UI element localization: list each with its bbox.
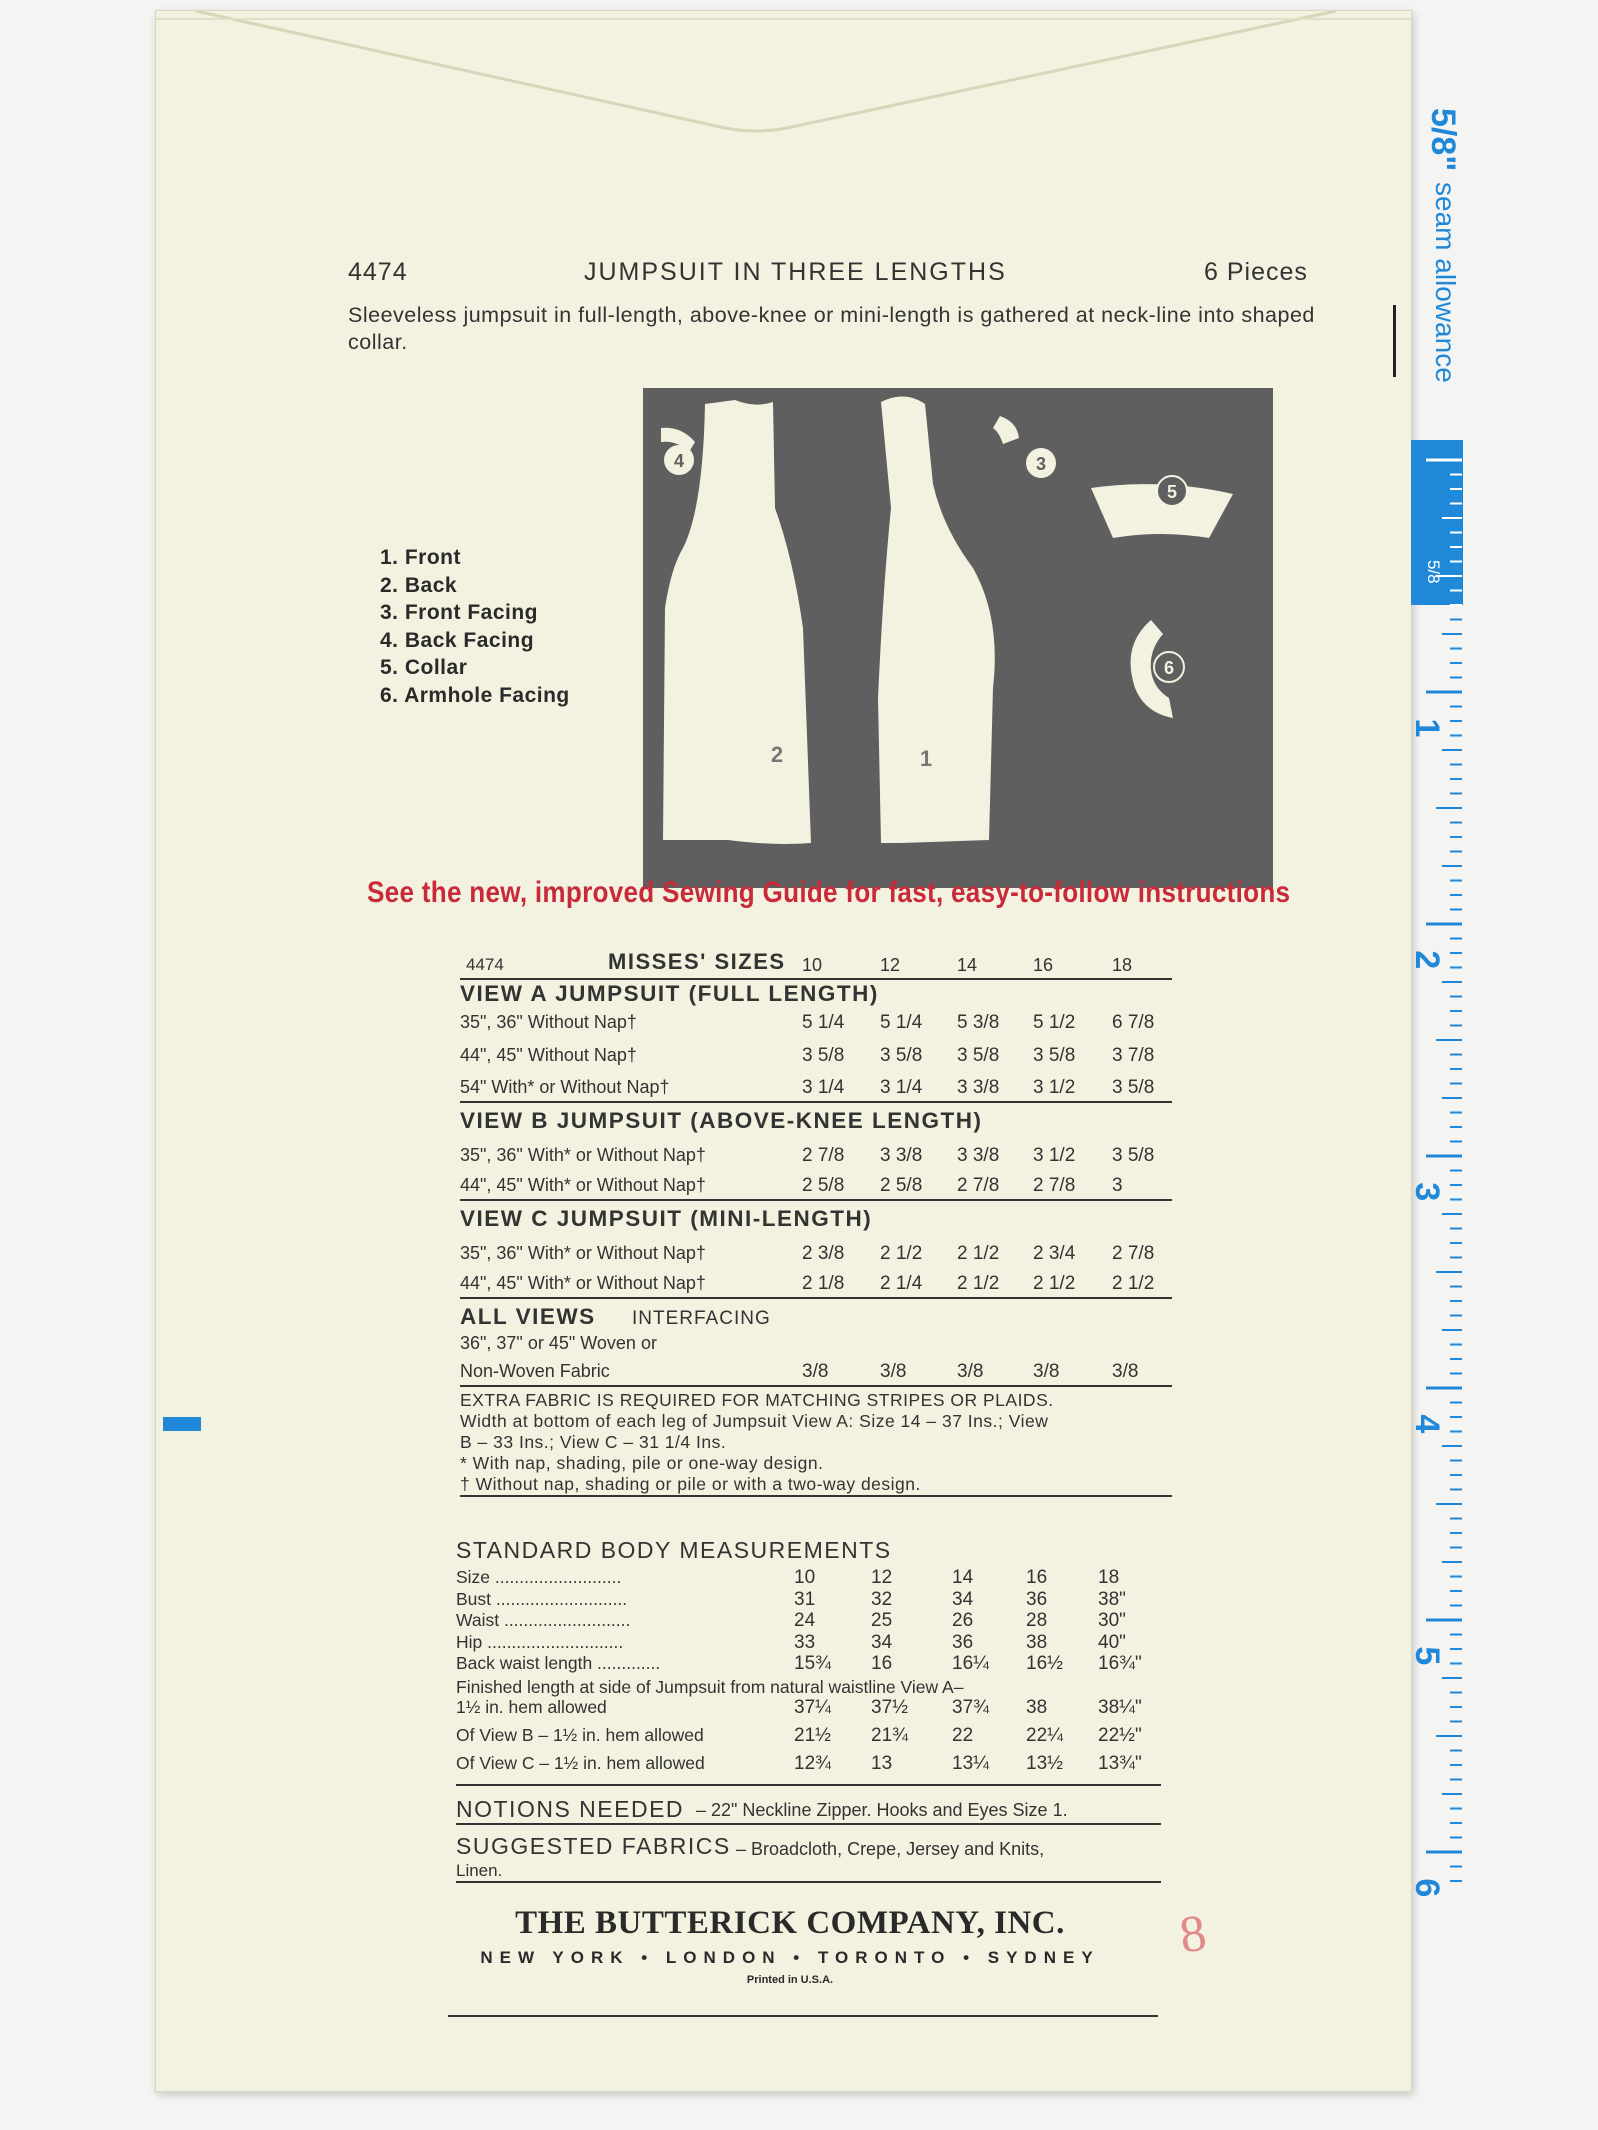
finished-length-label: Finished length at side of Jumpsuit from natural waistline View A–: [456, 1677, 964, 1697]
sewing-guide-promo: See the new, improved Sewing Guide for fast, easy-to-follow instructions: [367, 876, 1291, 909]
size-header-row: 4474 MISSES' SIZES 10 12 14 16 18: [460, 948, 1172, 980]
interfacing-row: Non-Woven Fabric 3/8 3/8 3/8 3/8 3/8: [460, 1357, 1172, 1387]
diagram-label-5: 5: [1166, 482, 1178, 502]
finished-length-row: 1½ in. hem allowed 37¼ 37½ 37¾ 38 38¼": [456, 1697, 1142, 1718]
misses-sizes-label: MISSES' SIZES: [608, 949, 786, 974]
view-b-title: VIEW B JUMPSUIT (ABOVE-KNEE LENGTH): [460, 1108, 983, 1133]
yardage-pattern-number: 4474: [466, 955, 504, 974]
piece-item: 2. Back: [380, 573, 458, 597]
pieces-list: [380, 544, 570, 709]
notions-title: NOTIONS NEEDED: [456, 1796, 685, 1822]
printed-in: Printed in U.S.A.: [746, 1974, 834, 1986]
view-c-row: 44", 45" With* or Without Nap† 2 1/8 2 1/4 2 1/2 2 1/2 2 1/2: [460, 1267, 1172, 1299]
finished-length-row: Of View C – 1½ in. hem allowed 12¾ 13 13¼ 13½ 13¾": [456, 1753, 1161, 1786]
ruler-number: 6: [1408, 1878, 1446, 1898]
notions-row: [456, 1786, 1161, 1825]
view-c-row: 35", 36" With* or Without Nap† 2 3/8 2 1/2 2 1/2 2 3/4 2 7/8: [460, 1243, 1155, 1264]
diagram-label-4: 4: [673, 451, 685, 471]
fabrics-title: SUGGESTED FABRICS: [456, 1833, 731, 1859]
fabrics-row: [456, 1825, 1161, 1883]
diagram-label-3: 3: [1035, 454, 1047, 474]
blue-edge-mark: [163, 1417, 201, 1431]
ruler-number: 3: [1408, 1182, 1446, 1202]
pattern-description: Sleeveless jumpsuit in full-length, above-knee or mini-length is gathered at neck-line into shaped collar.: [348, 303, 1315, 354]
piece-item: 1. Front: [380, 546, 461, 569]
finished-length-row: Of View B – 1½ in. hem allowed 21½ 21¾ 22 22¼ 22½": [456, 1725, 1142, 1746]
pieces-count: 6 Pieces: [1204, 258, 1308, 286]
view-a-title: VIEW A JUMPSUIT (FULL LENGTH): [460, 981, 879, 1006]
body-measurements: [456, 1537, 1161, 1883]
fabrics-text-2: Linen.: [456, 1861, 503, 1880]
ruler-number: 5: [1408, 1646, 1446, 1666]
ruler-number: 4: [1408, 1414, 1446, 1434]
ruler-number: 2: [1408, 950, 1446, 970]
piece-item: 5. Collar: [380, 656, 468, 679]
measurement-row: Bust ........................... 31 32 34 36 38": [456, 1588, 1126, 1610]
piece-item: 3. Front Facing: [380, 601, 539, 624]
view-a-row: 35", 36" Without Nap† 5 1/4 5 1/4 5 3/8 5 1/2 6 7/8: [460, 1012, 1155, 1033]
view-c-title: VIEW C JUMPSUIT (MINI-LENGTH): [460, 1206, 873, 1231]
view-a-row: 44", 45" Without Nap† 3 5/8 3 5/8 3 5/8 3 5/8 3 7/8: [460, 1045, 1155, 1066]
company-block: [430, 1905, 1150, 1986]
pattern-pieces-diagram: [643, 388, 1273, 888]
all-views-title: ALL VIEWS: [460, 1304, 596, 1329]
seam-allowance-ruler: [1390, 0, 1480, 2000]
yardage-table: 4474 MISSES' SIZES 10 12 14 16 18 VIEW A JUMPSUIT (FULL LENGTH) 35", 36" Without Nap† 5 1/4 5 1/4 5 3/8 5 1/2 6 7/8 44", 45" Without Nap† 3 5/8 3 5/8 3 5/8 3 5/8 3 7/8 54" With* or Without Nap† 3 1/4 3 1/4 3 3/8 3 1/2 3 5/8 VIEW B JUMPSUIT (ABOVE-KNEE LENGTH) 35", 36" With* or Without Nap† 2 7/8 3 3/8 3 3/8 3 1/2 3 5/8 44", 45" With* or Without Nap† 2 5/8 2 5/8 2 7/8 2 7/8 3 VIEW C JUMPSUIT (MINI-LENGTH) 35", 36" With* or Without Nap† 2 3/8 2 1/2 2 1/2 2 3/4 2 7/8 44", 45" With* or Without Nap† 2 1/8 2 1/4 2 1/2 2 1/2 2 1/2 ALL VIEWS INTERFACING 36", 37" or 45" Woven or Non-Woven Fabric 3/8 3/8 3/8 3/8 3/8 EXTRA FABRIC IS REQUIRED FOR MATCHING STRIPES OR PLAIDS. Width at bottom of each leg of Jumpsuit View A: Size 14 – 37 Ins.; View B – 33 Ins.; View C – 31 1/4 Ins. * With nap, shading, pile or one-way design. † Without nap, shading or pile or with a two-way design.: [460, 948, 1172, 1497]
view-b-row: 35", 36" With* or Without Nap† 2 7/8 3 3/8 3 3/8 3 1/2 3 5/8: [460, 1145, 1155, 1166]
interfacing-label: INTERFACING: [632, 1308, 771, 1329]
ruler-marker: 5/8: [1424, 560, 1443, 584]
diagram-label-6: 6: [1163, 658, 1175, 678]
pattern-number: 4474: [348, 258, 408, 286]
ruler-title: 5/8": [1424, 108, 1462, 172]
fabrics-text: – Broadcloth, Crepe, Jersey and Knits,: [736, 1839, 1045, 1859]
all-views-row: [460, 1299, 1172, 1333]
piece-item: 6. Armhole Facing: [380, 683, 570, 707]
pattern-title: JUMPSUIT IN THREE LENGTHS: [584, 258, 1007, 286]
measurement-row: Waist .......................... 24 25 26 28 30": [456, 1610, 1126, 1631]
ruler-number: 1: [1408, 718, 1446, 738]
diagram-label-2: 2: [770, 742, 784, 767]
bottom-rule: [448, 2015, 1158, 2017]
view-a-row: 54" With* or Without Nap† 3 1/4 3 1/4 3 3/8 3 1/2 3 5/8: [460, 1069, 1172, 1103]
view-b-row: 44", 45" With* or Without Nap† 2 5/8 2 5/8 2 7/8 2 7/8 3: [460, 1169, 1172, 1201]
yardage-notes: EXTRA FABRIC IS REQUIRED FOR MATCHING STRIPES OR PLAIDS. Width at bottom of each leg of Jumpsuit View A: Size 14 – 37 Ins.; View B – 33 Ins.; View C – 31 1/4 Ins. * With nap, shading, pile or one-way design. † Without nap, shading or pile or with a two-way design.: [460, 1387, 1172, 1497]
measurement-row: Back waist length ............. 15¾ 16 16¼ 16½ 16¾": [456, 1653, 1142, 1674]
ruler-marker-line: [1393, 305, 1396, 377]
piece-item: 4. Back Facing: [380, 628, 535, 652]
measurement-row: Hip ............................ 33 34 36 38 40": [456, 1631, 1126, 1653]
envelope-flap: [156, 11, 1411, 161]
notions-text: – 22" Neckline Zipper. Hooks and Eyes Size 1.: [696, 1800, 1068, 1820]
diagram-label-1: 1: [919, 746, 933, 771]
measurement-row: Size .......................... 10 12 14 16 18: [456, 1567, 1120, 1588]
company-cities: NEW YORK • LONDON • TORONTO • SYDNEY: [480, 1948, 1100, 1967]
measurements-title: STANDARD BODY MEASUREMENTS: [456, 1537, 892, 1563]
handwritten-mark: 8: [1176, 1904, 1210, 1965]
company-name: THE BUTTERICK COMPANY, INC.: [515, 1905, 1065, 1941]
ruler-label: seam allowance: [1430, 182, 1461, 383]
